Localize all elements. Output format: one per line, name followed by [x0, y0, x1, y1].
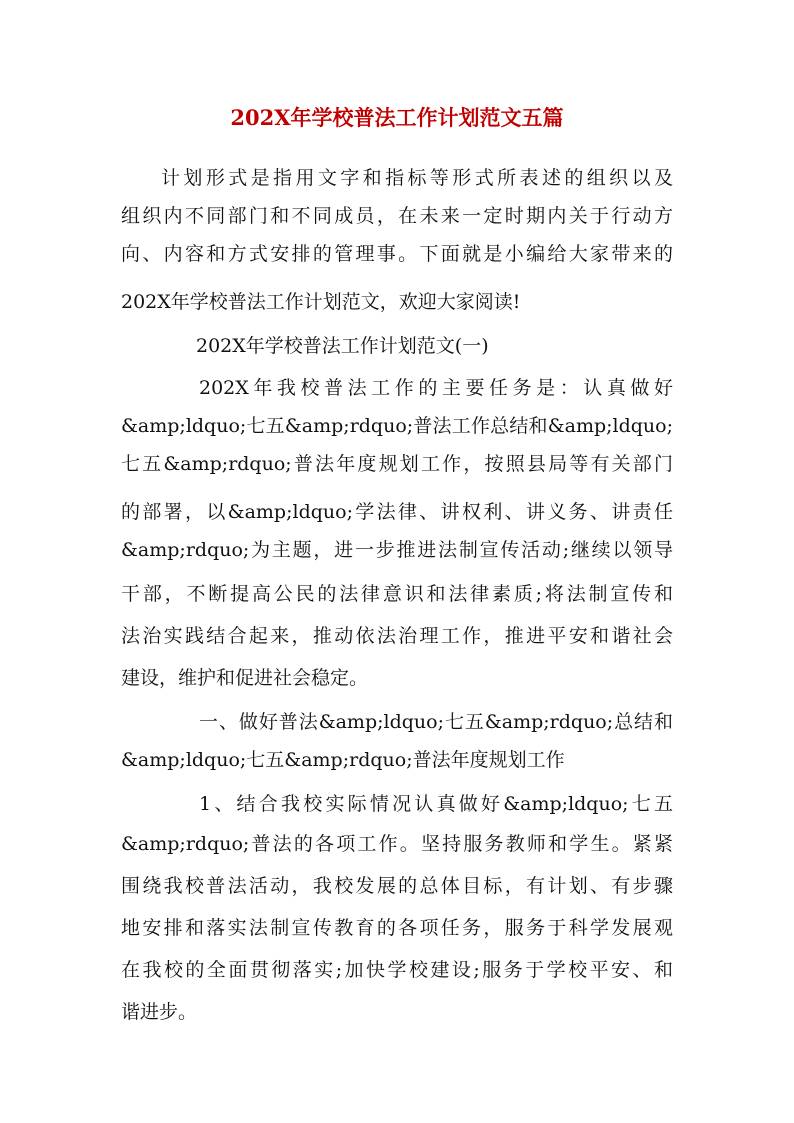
paragraph-line: 干部，不断提高公民的法律意识和法律素质;将法制宣传和 [121, 583, 673, 605]
paragraph-line: 谐进步。 [121, 1001, 198, 1023]
paragraph-line: &amp;rdquo;普法的各项工作。坚持服务教师和学生。紧紧 [121, 833, 673, 855]
document-title: 202X年学校普法工作计划范文五篇 [230, 105, 564, 130]
paragraph-line: &amp;rdquo;为主题，进一步推进法制宣传活动;继续以领导 [121, 539, 673, 561]
paragraph-line: 法治实践结合起来，推动依法治理工作，推进平安和谐社会 [121, 625, 673, 647]
paragraph-line: 地安排和落实法制宣传教育的各项任务，服务于科学发展观 [121, 917, 673, 939]
subheading-line: 一、做好普法&amp;ldquo;七五&amp;rdquo;总结和 [199, 711, 673, 733]
subheading-line: &amp;ldquo;七五&amp;rdquo;普法年度规划工作 [121, 749, 565, 771]
paragraph-line: 七五&amp;rdquo;普法年度规划工作，按照县局等有关部门 [121, 453, 673, 475]
paragraph-line: 的部署，以&amp;ldquo;学法律、讲权利、讲义务、讲责任 [121, 501, 673, 523]
paragraph-line: 在我校的全面贯彻落实;加快学校建设;服务于学校平安、和 [121, 959, 673, 981]
paragraph-line: 计划形式是指用文字和指标等形式所表述的组织以及 [161, 167, 673, 189]
paragraph-line: &amp;ldquo;七五&amp;rdquo;普法工作总结和&amp;ldquo; [121, 415, 673, 437]
paragraph-line: 1、结合我校实际情况认真做好&amp;ldquo;七五 [199, 793, 673, 815]
paragraph-line: 围绕我校普法活动，我校发展的总体目标，有计划、有步骤 [121, 875, 673, 897]
paragraph-line: 建设，维护和促进社会稳定。 [121, 667, 369, 689]
paragraph-line: 向、内容和方式安排的管理事。下面就是小编给大家带来的 [121, 243, 673, 265]
paragraph-line: 202X年学校普法工作计划范文，欢迎大家阅读! [121, 291, 521, 313]
paragraph-line: 组织内不同部门和不同成员，在未来一定时期内关于行动方 [121, 205, 673, 227]
paragraph-line: 202X年我校普法工作的主要任务是：认真做好 [199, 377, 673, 399]
section-heading: 202X年学校普法工作计划范文(一) [196, 335, 489, 357]
